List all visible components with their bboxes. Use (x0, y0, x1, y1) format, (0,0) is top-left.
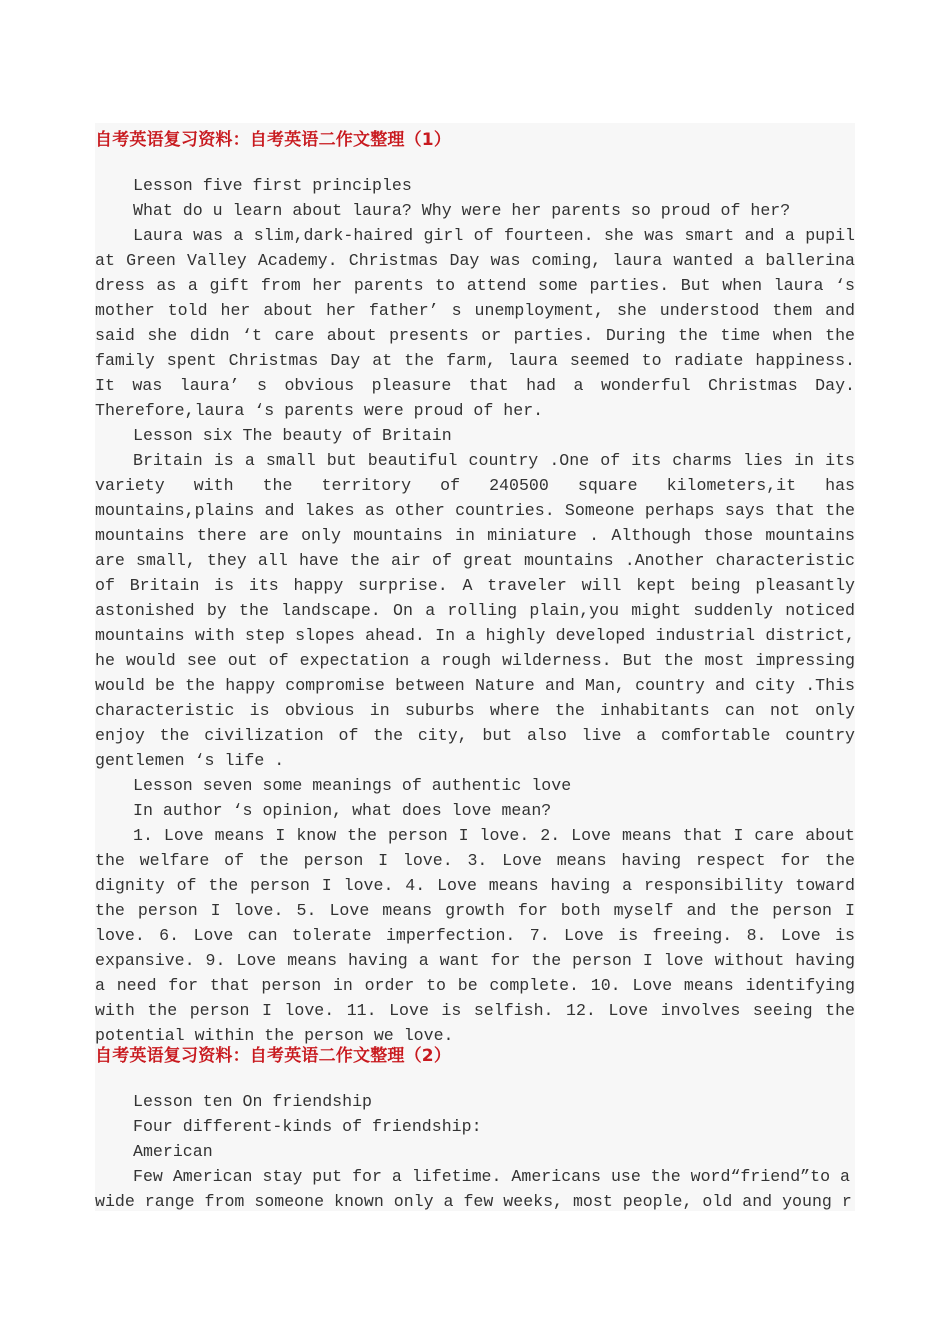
section-heading: 自考英语复习资料：自考英语二作文整理（2） (95, 1046, 452, 1066)
body-paragraph: Britain is a small but beautiful country .One of its charms lies in its variety with the territory of 240500 square kilometers,it has mountains,plains and lakes as other countries. Someone perhaps says that the mountains there are only mountains in miniature . Although those mountains are small, they all have the air of great mountains .Another characteristic of Britain is its happy surprise. A traveler will kept being pleasantly astonished by the landscape. On a rolling plain,you might suddenly noticed mountains with step slopes ahead. In a highly developed industrial district, he would see out of expectation a rough wilderness. But the most impressing would be the happy compromise between Nature and Man, country and city .This characteristic is obvious in suburbs where the inhabitants can not only enjoy the civilization of the city, but also live a comfortable country gentlemen ‘s life . (95, 451, 855, 770)
body-paragraph-truncated: wide range from someone known only a few weeks, most people, old and young r (95, 1192, 852, 1211)
lesson-title: Lesson seven some meanings of authentic love (133, 776, 572, 795)
article-body (95, 1089, 855, 1214)
article-section-2 (95, 1039, 855, 1214)
article-section-1 (95, 123, 855, 1048)
subheading-line: American (133, 1142, 213, 1161)
lesson-title: Lesson five first principles (133, 176, 412, 195)
body-paragraph: Laura was a slim,dark-haired girl of fourteen. she was smart and a pupil at Green Valley Academy. Christmas Day was coming, laura wanted a ballerina dress as a gift from her parents to attend some parties. But when laura ‘s mother told her about her father’ s unemployment, she understood them and said she didn ‘t care about presents or parties. During the time when the family spent Christmas Day at the farm, laura seemed to radiate happiness. It was laura’ s obvious pleasure that had a wonderful Christmas Day. Therefore,laura ‘s parents were proud of her. (95, 226, 855, 420)
body-paragraph: Few American stay put for a lifetime. Americans use the word“friend”to a (133, 1167, 850, 1186)
lesson-title: Lesson ten On friendship (133, 1092, 372, 1111)
article-body (95, 173, 855, 1048)
lesson-title: Lesson six The beauty of Britain (133, 426, 452, 445)
question-line: Four different-kinds of friendship: (133, 1117, 482, 1136)
section-heading: 自考英语复习资料：自考英语二作文整理（1） (95, 130, 452, 150)
body-paragraph: 1. Love means I know the person I love. 2. Love means that I care about the welfare of the person I love. 3. Love means having respect for the dignity of the person I love. 4. Love means having a responsibility toward the person I love. 5. Love means growth for both myself and the person I love. 6. Love can tolerate imperfection. 7. Love is freeing. 8. Love is expansive. 9. Love means having a want for the person I love without having a need for that person in order to be complete. 10. Love means identifying with the person I love. 11. Love is selfish. 12. Love involves seeing the potential within the person we love. (95, 826, 855, 1045)
question-line: What do u learn about laura? Why were her parents so proud of her? (133, 201, 791, 220)
question-line: In author ‘s opinion, what does love mean? (133, 801, 552, 820)
document-page (95, 123, 855, 1211)
